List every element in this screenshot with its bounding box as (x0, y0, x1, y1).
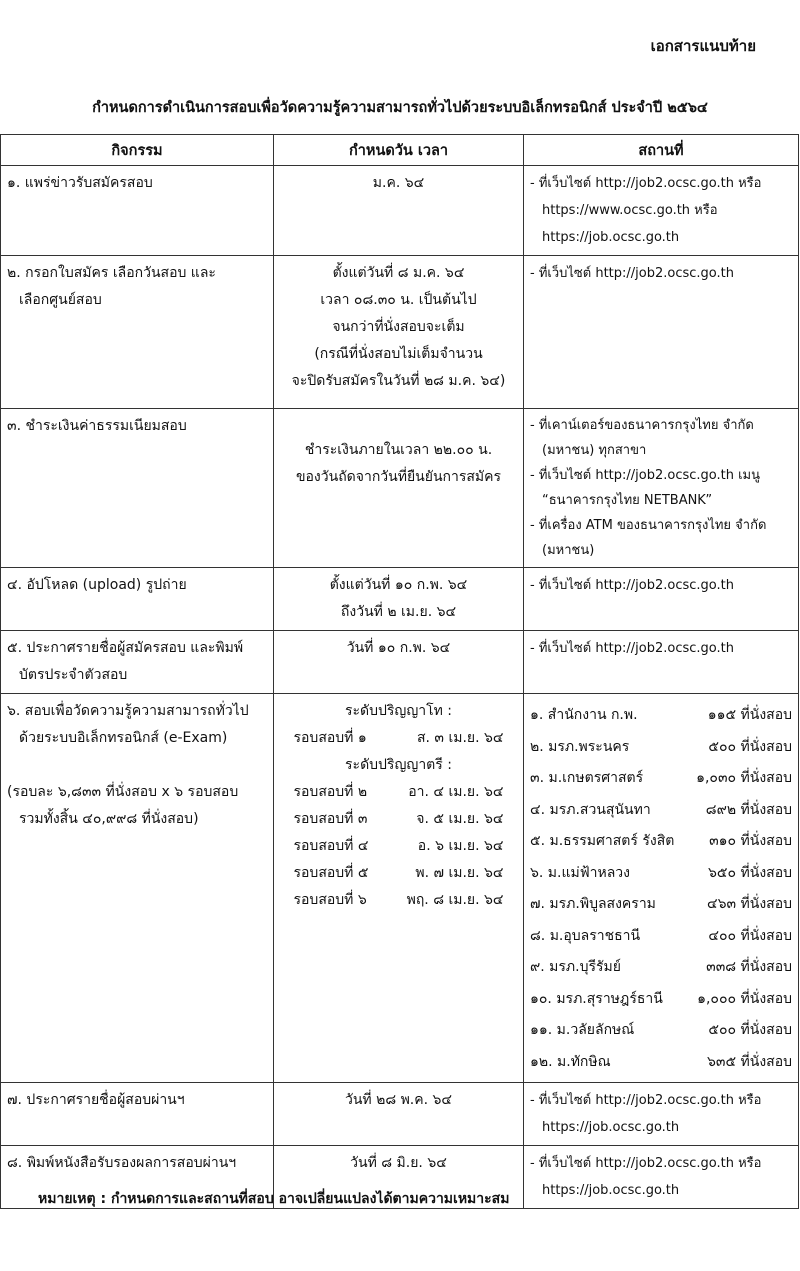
exam-center-item (530, 921, 792, 953)
round-date: พ. ๗ เม.ย. ๖๔ (415, 865, 504, 881)
master-degree-label: ระดับปริญญาโท : (344, 703, 453, 719)
place-text: https://job.ocsc.go.th (542, 230, 680, 245)
round-name: รอบสอบที่ ๔ (293, 838, 369, 854)
activity-text: ๘. พิมพ์หนังสือรับรองผลการสอบผ่านฯ (7, 1155, 237, 1171)
place-text: https://job.ocsc.go.th (542, 1183, 680, 1198)
place-text: “ธนาคารกรุงไทย NETBANK” (542, 493, 713, 508)
exam-center-item (530, 1015, 792, 1047)
center-name: ๖. ม.แม่ฟ้าหลวง (530, 864, 630, 881)
place-text: - ที่เครื่อง ATM ของธนาคารกรุงไทย จำกัด (530, 518, 767, 533)
place-text: - ที่เว็บไซต์ http://job2.ocsc.go.th (530, 578, 734, 593)
center-seats: ๖๓๕ ที่นั่งสอบ (707, 1053, 792, 1070)
date-text: วันที่ ๒๘ พ.ค. ๖๔ (344, 1092, 453, 1108)
activity-text: ๓. ชำระเงินค่าธรรมเนียมสอบ (7, 418, 187, 434)
round-date: ส. ๓ เม.ย. ๖๔ (416, 730, 504, 746)
table-header-row (1, 135, 799, 166)
date-text: ม.ค. ๖๔ (372, 175, 425, 191)
exam-center-item (530, 700, 792, 732)
center-seats: ๕๐๐ ที่นั่งสอบ (708, 738, 792, 755)
place-cell (524, 409, 799, 568)
center-seats: ๓๑๐ ที่นั่งสอบ (709, 833, 792, 849)
activity-text: ด้วยระบบอิเล็กทรอนิกส์ (e-Exam) (19, 730, 228, 746)
center-seats: ๑๑๕ ที่นั่งสอบ (707, 707, 792, 723)
center-seats: ๔๖๓ ที่นั่งสอบ (707, 896, 792, 912)
center-name: ๗. มรภ.พิบูลสงคราม (530, 896, 656, 912)
date-text: ตั้งแต่วันที่ ๑๐ ก.พ. ๖๔ (329, 577, 468, 593)
activity-cell (1, 409, 274, 568)
exam-center-item (530, 858, 792, 890)
round-date: พฤ. ๘ เม.ย. ๖๔ (406, 892, 504, 908)
date-text: เวลา ๐๘.๓๐ น. เป็นต้นไป (320, 292, 477, 308)
place-cell (524, 568, 799, 631)
exam-row (1, 694, 799, 1083)
date-cell (274, 256, 524, 409)
round-date: อ. ๖ เม.ย. ๖๔ (417, 838, 504, 854)
header-location: สถานที่ (524, 135, 799, 166)
center-seats: ๑,๐๐๐ ที่นั่งสอบ (697, 990, 792, 1007)
round-line (280, 779, 517, 806)
round-name: รอบสอบที่ ๒ (293, 784, 368, 800)
date-text: ตั้งแต่วันที่ ๘ ม.ค. ๖๔ (332, 265, 465, 281)
center-name: ๑๑. ม.วลัยลักษณ์ (530, 1022, 635, 1038)
place-text: - ที่เว็บไซต์ http://job2.ocsc.go.th เมนู (530, 468, 761, 483)
center-seats: ๘๙๒ ที่นั่งสอบ (705, 801, 792, 818)
exam-center-item (530, 763, 792, 795)
round-name: รอบสอบที่ ๕ (293, 865, 369, 881)
header-activity: กิจกรรม (1, 135, 274, 166)
round-line (280, 887, 517, 914)
exam-center-item (530, 826, 792, 858)
activity-text: ๖. สอบเพื่อวัดความรู้ความสามารถทั่วไป (7, 703, 249, 719)
place-text: - ที่เว็บไซต์ http://job2.ocsc.go.th หรือ (530, 1093, 762, 1108)
place-text: (มหาชน) (542, 543, 595, 558)
center-seats: ๕๐๐ ที่นั่งสอบ (708, 1022, 792, 1038)
date-text: ชำระเงินภายในเวลา ๒๒.๐๐ น. (304, 442, 493, 458)
activity-text: (รอบละ ๖,๘๓๓ ที่นั่งสอบ x ๖ รอบสอบ (7, 784, 239, 800)
date-text: ของวันถัดจากวันที่ยืนยันการสมัคร (295, 469, 502, 485)
activity-text: ๒. กรอกใบสมัคร เลือกวันสอบ และ (7, 265, 216, 281)
center-name: ๘. ม.อุบลราชธานี (530, 927, 641, 944)
table-row (1, 409, 799, 568)
footnote: หมายเหตุ : กำหนดการและสถานที่สอบ อาจเปลี่ยนแปลงได้ตามความเหมาะสม (38, 1191, 510, 1207)
date-cell (274, 409, 524, 568)
activity-text: บัตรประจำตัวสอบ (19, 667, 128, 683)
table-row (1, 166, 799, 256)
round-date: จ. ๕ เม.ย. ๖๔ (416, 811, 504, 827)
activity-cell (1, 631, 274, 694)
round-line (280, 725, 517, 752)
activity-cell (1, 166, 274, 256)
header-date-time: กำหนดวัน เวลา (274, 135, 524, 166)
place-cell (524, 1083, 799, 1146)
activity-text: ๑. แพร่ข่าวรับสมัครสอบ (7, 175, 153, 191)
exam-center-item (530, 1047, 792, 1079)
table-row (1, 631, 799, 694)
center-name: ๑๐. มรภ.สุราษฎร์ธานี (530, 990, 663, 1007)
place-cell (524, 631, 799, 694)
date-text: จนกว่าที่นั่งสอบจะเต็ม (332, 319, 465, 335)
place-cell (524, 256, 799, 409)
exam-center-item (530, 795, 792, 827)
round-name: รอบสอบที่ ๖ (293, 892, 367, 908)
center-seats: ๔๐๐ ที่นั่งสอบ (708, 927, 792, 944)
activity-cell (1, 694, 274, 1083)
place-text: - ที่เว็บไซต์ http://job2.ocsc.go.th หรือ (530, 1156, 762, 1171)
activity-cell (1, 1083, 274, 1146)
center-name: ๔. มรภ.สวนสุนันทา (530, 801, 651, 818)
place-text: - ที่เว็บไซต์ http://job2.ocsc.go.th หรือ (530, 176, 762, 191)
activity-cell (1, 256, 274, 409)
center-seats: ๓๓๘ ที่นั่งสอบ (706, 959, 792, 975)
round-line (280, 860, 517, 887)
date-text: วันที่ ๑๐ ก.พ. ๖๔ (346, 640, 451, 656)
schedule-table (0, 134, 799, 1209)
activity-text: ๗. ประกาศรายชื่อผู้สอบผ่านฯ (7, 1092, 185, 1108)
attachment-label: เอกสารแนบท้าย (650, 37, 756, 55)
exam-center-item (530, 952, 792, 984)
document-title: กำหนดการดำเนินการสอบเพื่อวัดความรู้ความสามารถทั่วไปด้วยระบบอิเล็กทรอนิกส์ ประจำปี ๒๕๖๔ (92, 100, 708, 116)
place-text: (มหาชน) ทุกสาขา (542, 443, 647, 458)
round-name: รอบสอบที่ ๑ (293, 730, 367, 746)
date-cell (274, 166, 524, 256)
center-name: ๑๒. ม.ทักษิณ (530, 1053, 611, 1070)
date-cell (274, 568, 524, 631)
place-text: - ที่เว็บไซต์ http://job2.ocsc.go.th (530, 266, 734, 281)
center-name: ๕. ม.ธรรมศาสตร์ รังสิต (530, 833, 675, 849)
round-date: อา. ๔ เม.ย. ๖๔ (408, 784, 504, 800)
date-text: (กรณีที่นั่งสอบไม่เต็มจำนวน (314, 346, 483, 362)
exam-center-item (530, 889, 792, 921)
bachelor-degree-label: ระดับปริญญาตรี : (345, 757, 452, 773)
center-seats: ๖๕๐ ที่นั่งสอบ (708, 864, 792, 881)
activity-text: ๔. อัปโหลด (upload) รูปถ่าย (7, 577, 187, 593)
exam-center-item (530, 984, 792, 1016)
activity-text: ๕. ประกาศรายชื่อผู้สมัครสอบ และพิมพ์ (7, 640, 244, 656)
round-line (280, 833, 517, 860)
date-cell (274, 631, 524, 694)
round-name: รอบสอบที่ ๓ (293, 811, 368, 827)
activity-text: รวมทั้งสิ้น ๔๐,๙๙๘ ที่นั่งสอบ) (19, 811, 199, 827)
center-name: ๒. มรภ.พระนคร (530, 738, 630, 755)
activity-text: เลือกศูนย์สอบ (19, 292, 102, 308)
table-row (1, 568, 799, 631)
place-cell (524, 166, 799, 256)
center-name: ๑. สำนักงาน ก.พ. (530, 707, 638, 723)
place-text: - ที่เว็บไซต์ http://job2.ocsc.go.th (530, 641, 734, 656)
rounds-cell (274, 694, 524, 1083)
center-name: ๙. มรภ.บุรีรัมย์ (530, 959, 621, 975)
exam-center-item (530, 732, 792, 764)
table-row (1, 256, 799, 409)
center-seats: ๑,๐๓๐ ที่นั่งสอบ (696, 770, 792, 786)
exam-centers-cell (524, 694, 799, 1083)
round-line (280, 806, 517, 833)
date-cell (274, 1083, 524, 1146)
date-text: ถึงวันที่ ๒ เม.ย. ๖๔ (340, 604, 457, 620)
date-text: จะปิดรับสมัครในวันที่ ๒๘ ม.ค. ๖๔) (291, 373, 506, 389)
place-cell (524, 1146, 799, 1209)
place-text: - ที่เคาน์เตอร์ของธนาคารกรุงไทย จำกัด (530, 418, 754, 433)
date-text: วันที่ ๘ มิ.ย. ๖๔ (350, 1155, 447, 1171)
place-text: https://www.ocsc.go.th หรือ (542, 203, 718, 218)
activity-cell (1, 568, 274, 631)
place-text: https://job.ocsc.go.th (542, 1120, 680, 1135)
table-row (1, 1083, 799, 1146)
center-name: ๓. ม.เกษตรศาสตร์ (530, 770, 644, 786)
